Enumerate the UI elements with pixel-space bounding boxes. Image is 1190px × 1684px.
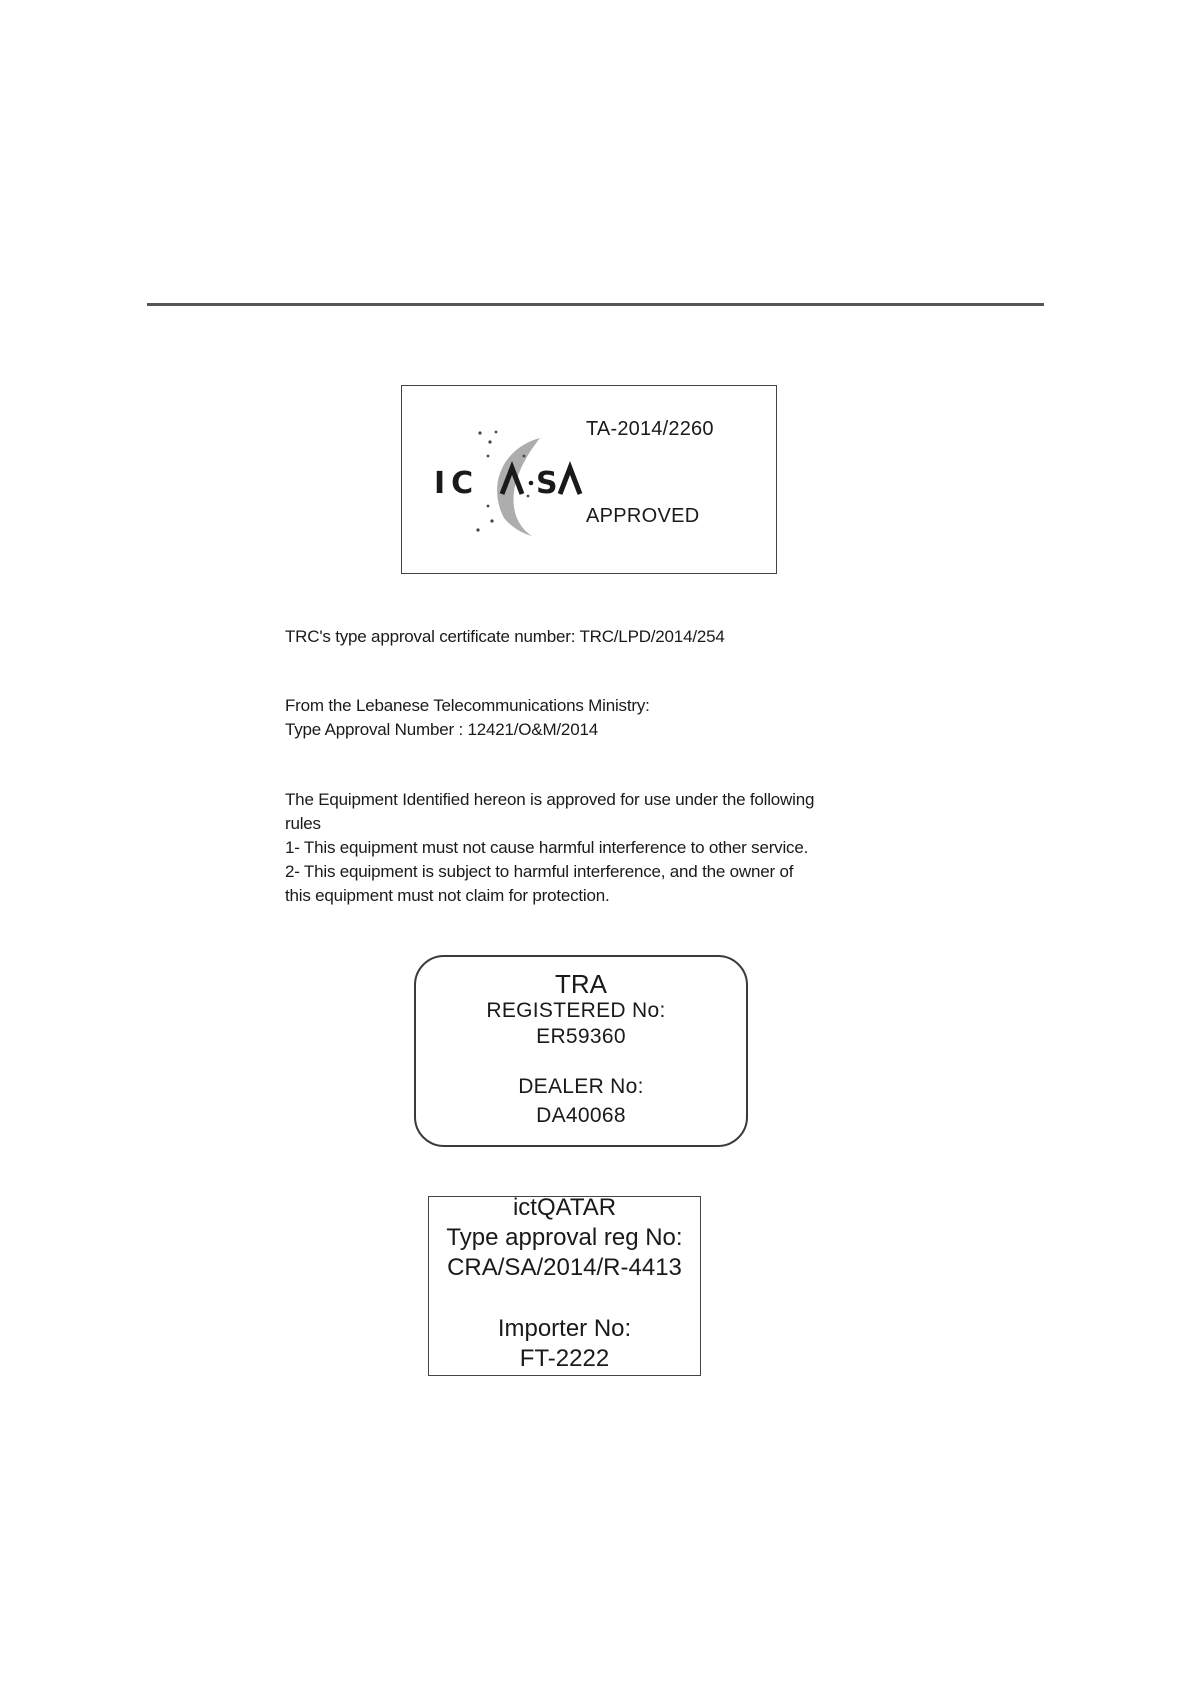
rules-line-2: rules (285, 814, 321, 833)
ictqatar-approval-label (428, 1196, 701, 1376)
icasa-approval-label (401, 385, 777, 574)
qatar-type-value: CRA/SA/2014/R-4413 (447, 1254, 682, 1281)
rules-line-1: The Equipment Identified hereon is approved for use under the following (285, 790, 815, 809)
qatar-type-label: Type approval reg No: (446, 1224, 683, 1251)
icasa-approved-text: APPROVED (586, 505, 700, 527)
tra-dealer-value: DA40068 (536, 1104, 626, 1127)
qatar-importer-value: FT-2222 (519, 1345, 610, 1372)
tra-dealer-label: DEALER No: (518, 1075, 644, 1098)
svg-text:S: S (536, 466, 558, 501)
lebanon-line-2: Type Approval Number : 12421/O&M/2014 (285, 720, 598, 739)
rules-line-4: 2- This equipment is subject to harmful interference, and the owner of (285, 862, 794, 881)
rules-text (285, 788, 925, 908)
tra-registered-label: REGISTERED No: (486, 999, 666, 1022)
tra-registered-value: ER59360 (536, 1025, 626, 1048)
svg-text:IC: IC (434, 466, 480, 501)
trc-certificate-text (285, 625, 925, 649)
rules-line-3: 1- This equipment must not cause harmful interference to other service. (285, 838, 809, 857)
lebanon-approval-text (285, 694, 925, 742)
tra-registration-label (414, 955, 748, 1147)
trc-certificate-line: TRC's type approval certificate number: TRC/LPD/2014/254 (285, 627, 725, 646)
tra-title: TRA (555, 969, 607, 999)
lebanon-line-1: From the Lebanese Telecommunications Ministry: (285, 696, 650, 715)
rules-line-5: this equipment must not claim for protection. (285, 886, 610, 905)
icasa-logo (432, 426, 592, 536)
horizontal-divider (147, 303, 1044, 306)
qatar-importer-label: Importer No: (497, 1315, 632, 1342)
icasa-ta-number: TA-2014/2260 (586, 418, 714, 440)
qatar-title: ictQATAR (512, 1194, 617, 1221)
